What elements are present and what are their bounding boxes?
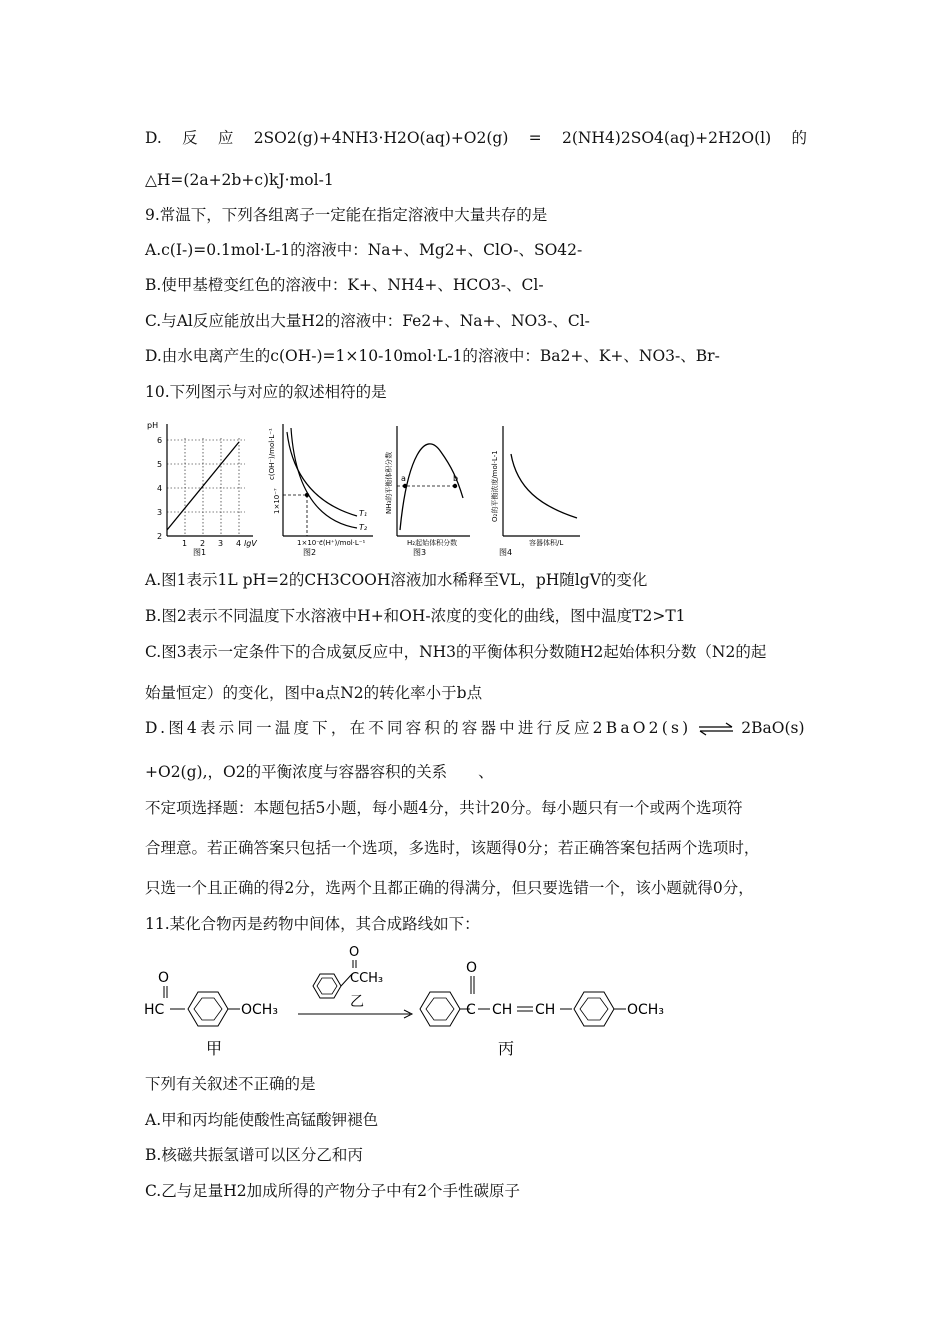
instructions-line1: 不定项选择题：本题包括5小题，每小题4分，共计20分。每小题只有一个或两个选项符	[145, 799, 743, 817]
q11-stem: 11.某化合物丙是药物中间体，其合成路线如下：	[145, 915, 480, 933]
q10-stem: 10.下列图示与对应的叙述相符的是	[145, 383, 387, 401]
fig3-ylabel: NH₃的平衡体积分数	[385, 451, 393, 514]
q8d-part-4: =	[528, 129, 542, 147]
fig1-ytick-3: 3	[157, 508, 163, 517]
bing-c: C	[466, 1002, 476, 1018]
q8d-part-1: 反	[182, 129, 198, 147]
q8-option-d-line2: △H=(2a+2b+c)kJ·mol-1	[145, 171, 334, 189]
q11-synthesis-scheme	[140, 942, 700, 1067]
instructions-line2: 合理意。若正确答案只包括一个选项，多选时，该题得0分；若正确答案包括两个选项时，	[145, 839, 760, 857]
yi-o: O	[349, 945, 360, 960]
q10-option-b: B.图2表示不同温度下水溶液中H+和OH-浓度的变化的曲线，图中温度T2>T1	[145, 607, 686, 625]
fig2-xlabel: c(H⁺)/mol·L⁻¹	[319, 539, 366, 547]
fig1-ylabel: pH	[147, 421, 159, 430]
fig1-ytick-2: 2	[157, 532, 163, 541]
fig1-xlabel: lgV	[244, 539, 257, 548]
fig1-ytick-4: 4	[157, 484, 163, 493]
fig3-point-b	[453, 484, 457, 488]
fig2-label-t2: T₂	[359, 523, 368, 532]
fig2-label-t1: T₁	[359, 509, 368, 518]
fig4-xlabel: 容器体积/L	[529, 539, 564, 547]
q10-option-d-line2: +O2(g),，O2的平衡浓度与容器容积的关系 、	[145, 763, 494, 781]
equilibrium-arrow-icon	[698, 722, 734, 736]
fig1-line	[167, 442, 239, 530]
jia-hc: HC	[144, 1002, 165, 1018]
q8d-part-3: 2SO2(g)+4NH3·H2O(aq)+O2(g)	[253, 129, 509, 147]
fig3-label-a: a	[401, 474, 406, 483]
q11-question: 下列有关叙述不正确的是	[145, 1075, 316, 1093]
q10d-left: D.图4表示同一温度下，在不同容积的容器中进行反应2BaO2(s)	[145, 719, 692, 737]
q9-option-a: A.c(I-)=0.1mol·L-1的溶液中：Na+、Mg2+、ClO-、SO42-	[145, 241, 583, 259]
instructions-line3: 只选一个且正确的得2分，选两个且都正确的得满分，但只要选错一个，该小题就得0分，	[145, 879, 754, 897]
fig3-caption: 图3	[413, 548, 427, 557]
fig4-ylabel: O₂的平衡浓度/mol·L-1	[491, 450, 499, 522]
compound-jia	[144, 970, 278, 1058]
bing-o: O	[466, 960, 478, 976]
fig2-xtick: 1×10⁻⁷	[297, 539, 323, 547]
fig1-xtick-3: 3	[218, 539, 224, 548]
fig2-ylabel: c(OH⁻)/mol·L⁻¹	[268, 428, 276, 480]
q8d-part-2: 应	[217, 129, 234, 147]
q11-option-b: B.核磁共振氢谱可以区分乙和丙	[145, 1146, 363, 1164]
bing-ch: CH	[492, 1002, 513, 1018]
q8d-part-6: 的	[791, 129, 807, 147]
q11-option-a: A.甲和丙均能使酸性高锰酸钾褪色	[145, 1111, 379, 1129]
fig2-caption: 图2	[303, 548, 317, 557]
bing-label: 丙	[498, 1039, 515, 1058]
q10-option-c-line2: 始量恒定）的变化，图中a点N2的转化率小于b点	[145, 684, 483, 702]
fig3-label-b: b	[453, 474, 459, 483]
fig2-point	[305, 493, 309, 497]
q9-option-b: B.使甲基橙变红色的溶液中：K+、NH4+、HCO3-、Cl-	[145, 276, 544, 294]
fig1-xtick-1: 1	[182, 539, 188, 548]
fig4-curve	[511, 454, 577, 518]
figure-1	[147, 421, 257, 557]
fig2-ytick: 1×10⁻⁷	[273, 488, 281, 514]
fig1-xtick-4: 4	[236, 539, 242, 548]
fig1-xtick-2: 2	[200, 539, 206, 548]
figure-2	[268, 424, 373, 557]
jia-o: O	[158, 970, 170, 986]
q9-option-d: D.由水电离产生的c(OH-)=1×10-10mol·L-1的溶液中：Ba2+、K+、NO3-、Br-	[145, 347, 720, 365]
q10-option-d-line1	[145, 718, 807, 738]
figure-4	[490, 426, 580, 557]
fig1-ytick-6: 6	[157, 436, 163, 445]
reaction-arrow	[298, 945, 412, 1018]
bing-ch2: CH	[535, 1002, 556, 1018]
q10-option-c-line1: C.图3表示一定条件下的合成氨反应中，NH3的平衡体积分数随H2起始体积分数（N2的起	[145, 643, 767, 661]
fig3-point-a	[403, 484, 407, 488]
fig3-xlabel: H₂起始体积分数	[407, 539, 458, 547]
bing-och3: OCH₃	[627, 1002, 664, 1018]
fig2-curve-t1	[287, 432, 357, 516]
compound-bing	[420, 960, 664, 1058]
q9-option-c: C.与Al反应能放出大量H2的溶液中：Fe2+、Na+、NO3-、Cl-	[145, 312, 590, 330]
q8d-part-5: 2(NH4)2SO4(aq)+2H2O(l)	[561, 129, 772, 147]
q10d-right: 2BaO(s)	[741, 719, 805, 737]
yi-label: 乙	[350, 994, 364, 1010]
q9-stem: 9.常温下，下列各组离子一定能在指定溶液中大量共存的是	[145, 206, 548, 224]
yi-cch3: CCH₃	[350, 971, 384, 986]
fig1-ytick-5: 5	[157, 460, 163, 469]
fig1-caption: 图1	[193, 548, 207, 557]
jia-label: 甲	[206, 1039, 223, 1058]
figure-3	[384, 426, 470, 557]
q10-option-a: A.图1表示1L pH=2的CH3COOH溶液加水稀释至VL，pH随lgV的变化	[145, 571, 648, 589]
q10-figures	[145, 418, 595, 558]
q8d-part-0: D.	[145, 129, 162, 147]
q11-option-c: C.乙与足量H2加成所得的产物分子中有2个手性碳原子	[145, 1182, 520, 1200]
q8-option-d-line1	[145, 128, 807, 148]
fig4-caption: 图4	[499, 548, 513, 557]
jia-och3: OCH₃	[241, 1002, 278, 1018]
